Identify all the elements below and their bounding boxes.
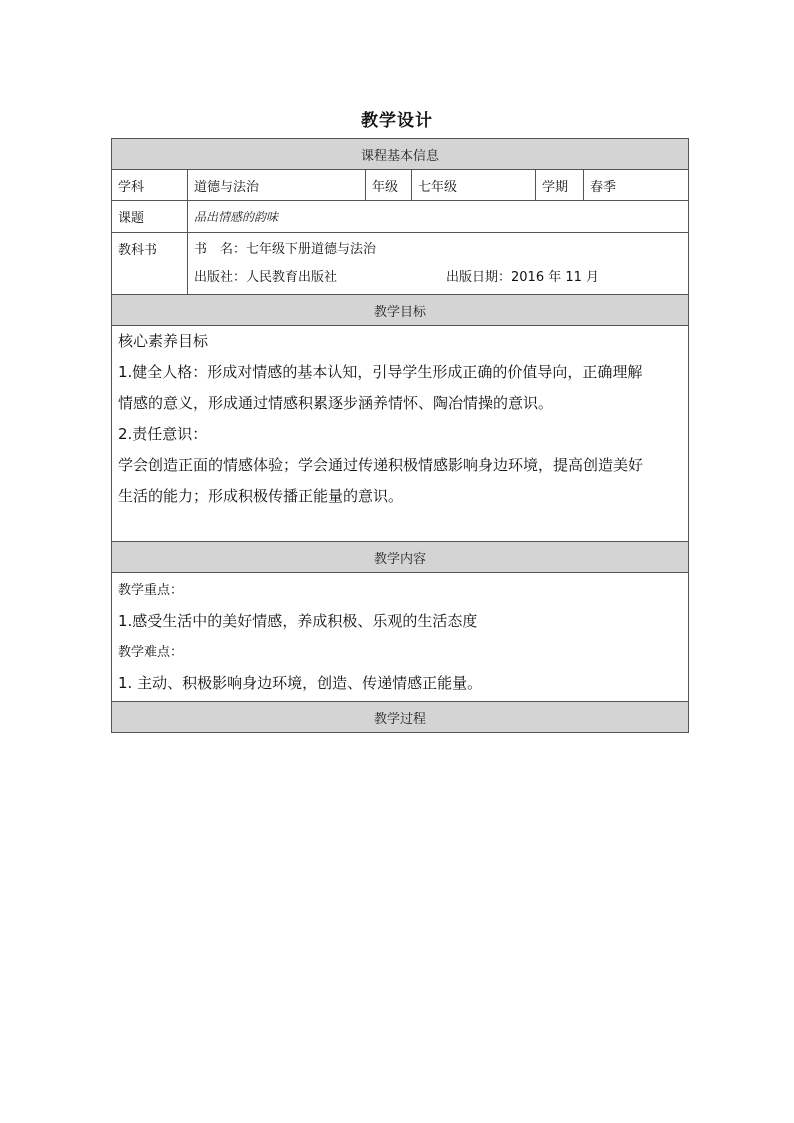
objectives-block [118, 326, 682, 541]
objectives-heading: 核心素养目标 [118, 332, 209, 350]
difficulty-item: 1. 主动、积极影响身边环境，创造、传递情感正能量。 [118, 674, 483, 692]
textbook-label: 教科书 [112, 233, 188, 295]
objective-line: 2.责任意识： [118, 425, 208, 443]
section-process: 教学过程 [112, 702, 689, 733]
subject-label: 学科 [112, 170, 188, 201]
objective-line: 学会创造正面的情感体验；学会通过传递积极情感影响身边环境，提高创造美好 [118, 456, 644, 474]
document-title: 教学设计 [361, 111, 433, 131]
objectives-cell [112, 326, 689, 542]
textbook-info [188, 233, 689, 295]
book-publisher: 出版社：人民教育出版社 [194, 269, 338, 285]
content-block [118, 575, 682, 701]
term-value: 春季 [584, 170, 689, 201]
book-publication-line [194, 264, 682, 292]
section-content: 教学内容 [112, 542, 689, 573]
objective-line: 1.健全人格：形成对情感的基本认知，引导学生形成正确的价值导向，正确理解 [118, 363, 643, 381]
topic-value: 品出情感的韵味 [188, 201, 689, 233]
book-publish-date: 出版日期：2016 年 11 月 [446, 269, 600, 285]
objective-line: 生活的能力；形成积极传播正能量的意识。 [118, 487, 404, 505]
section-objectives: 教学目标 [112, 295, 689, 326]
subject-value: 道德与法治 [188, 170, 366, 201]
difficulty-label: 教学难点： [118, 645, 184, 660]
key-point-item: 1.感受生活中的美好情感，养成积极、乐观的生活态度 [118, 612, 478, 630]
objective-line: 情感的意义，形成通过情感积累逐步涵养情怀、陶冶情操的意识。 [118, 394, 554, 412]
grade-value: 七年级 [412, 170, 536, 201]
topic-label: 课题 [112, 201, 188, 233]
key-points-label: 教学重点： [118, 583, 184, 598]
term-label: 学期 [536, 170, 584, 201]
book-name: 书 名：七年级下册道德与法治 [194, 241, 377, 257]
content-cell [112, 573, 689, 702]
grade-label: 年级 [366, 170, 412, 201]
section-basic-info: 课程基本信息 [112, 139, 689, 170]
lesson-plan-table [111, 138, 689, 733]
